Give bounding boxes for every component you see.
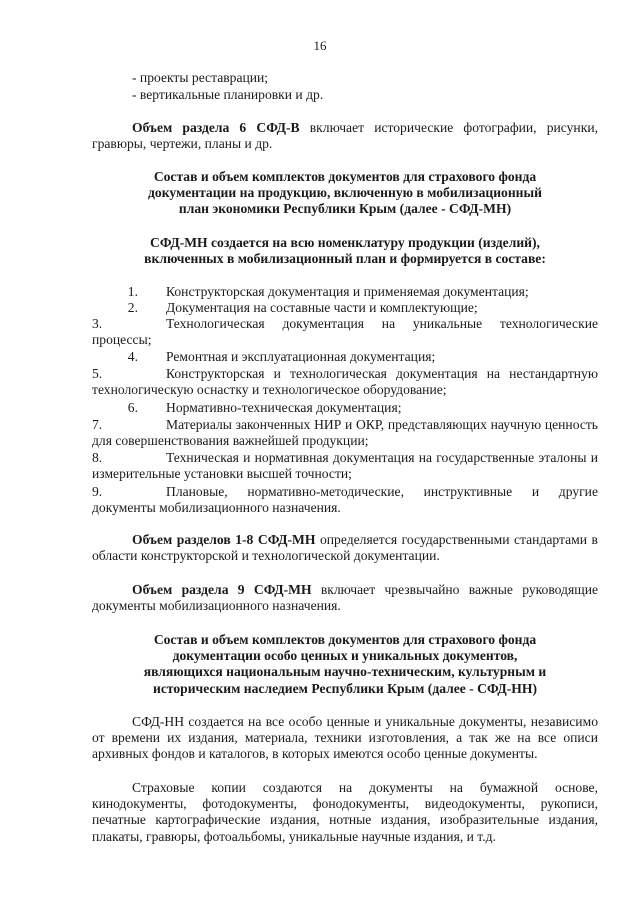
heading-line: документации особо ценных и уникальных документов, [172,648,518,664]
heading-sfd-mn-nomenclature [92,235,598,267]
heading-line: план экономики Республики Крым (далее - СФД-МН) [178,201,512,217]
paragraph-section6-lead: Объем раздела 6 СФД-В [132,120,300,135]
list-item [92,366,598,398]
paragraph-section6-text: включает исторические фотографии, рисунки, гравюры, чертежи, планы и др. [92,120,598,152]
dash-item-planning: - вертикальные планировки и др. [132,87,324,102]
list-number: 1. [127,284,138,299]
list-text: Конструкторская документация и применяемая документация; [166,284,529,299]
paragraph-insurance-copies: Страховые копии создаются на документы на бумажной основе, кинодокументы, фотодокументы, фонодокументы, видеодокументы, рукописи, печатные картографические издания, нотные издания, изобразительные издания, плакаты, гравюры, фотоальбомы, уникальные научные издания, и т.д. [92,780,598,844]
paragraph-sfd-nn: СФД-НН создается на все особо ценные и уникальные документы, независимо от времени их издания, материала, техники изготовления, а так же на все описи архивных фондов и каталогов, в которых имеются особо ценные документы. [92,714,598,762]
list-number: 2. [127,300,138,315]
list-item [92,284,598,300]
list-item [92,417,598,449]
paragraph-sections-1-8-text: определяется государственными стандартами в области конструкторской и технологической документации. [92,532,598,564]
heading-line: являющихся национальным научно-техническим, культурным и [143,664,547,680]
list-number: 8. [92,450,103,465]
list-number: 6. [127,400,138,415]
paragraph-section6 [92,120,598,152]
heading-line: историческим наследием Республики Крым (далее - СФД-НН) [153,680,537,696]
list-number: 9. [92,484,103,499]
list-number: 7. [92,417,103,432]
list-item [92,484,598,516]
paragraph-section9-lead: Объем раздела 9 СФД-МН [132,582,312,597]
list-text: Документация на составные части и комплектующие; [166,300,478,315]
paragraph-sections-1-8 [92,532,598,564]
list-number: 4. [127,349,138,364]
heading-line: Состав и объем комплектов документов для страхового фонда [153,169,537,184]
heading-line: Состав и объем комплектов документов для страхового фонда [153,632,537,647]
list-number: 3. [92,316,103,331]
list-item [92,300,598,316]
list-text: Технологическая документация на уникальные технологические процессы; [92,316,598,348]
dash-item-restoration: - проекты реставрации; [132,70,269,85]
heading-line: документации на продукцию, включенную в мобилизационный [148,185,542,201]
list-text: Конструкторская и технологическая документация на нестандартную технологическую оснастку и технологическое оборудование; [92,366,598,398]
heading-sfd-nn-composition [92,632,598,697]
list-text: Ремонтная и эксплуатационная документация; [166,349,436,364]
heading-line: включенных в мобилизационный план и формируется в составе: [144,251,546,267]
page-number: 16 [313,38,327,53]
list-number: 5. [92,366,103,381]
list-text: Техническая и нормативная документация на государственные эталоны и измерительные установки высшей точности; [92,450,598,482]
list-item [92,400,598,416]
heading-line: СФД-МН создается на всю номенклатуру продукции (изделий), [150,235,540,250]
list-text: Материалы законченных НИР и ОКР, представляющих научную ценность для совершенствования важнейшей продукции; [92,417,598,449]
list-text: Нормативно-техническая документация; [166,400,402,415]
paragraph-sections-1-8-lead: Объем разделов 1-8 СФД-МН [132,532,316,547]
list-item [92,316,598,348]
paragraph-section9-text: включает чрезвычайно важные руководящие документы мобилизационного назначения. [92,582,599,614]
list-text: Плановые, нормативно-методические, инструктивные и другие документы мобилизационного назначения. [92,484,598,516]
heading-sfd-mn-composition [92,169,598,218]
list-item [92,349,598,365]
paragraph-section9 [92,582,598,614]
list-item [92,450,598,482]
